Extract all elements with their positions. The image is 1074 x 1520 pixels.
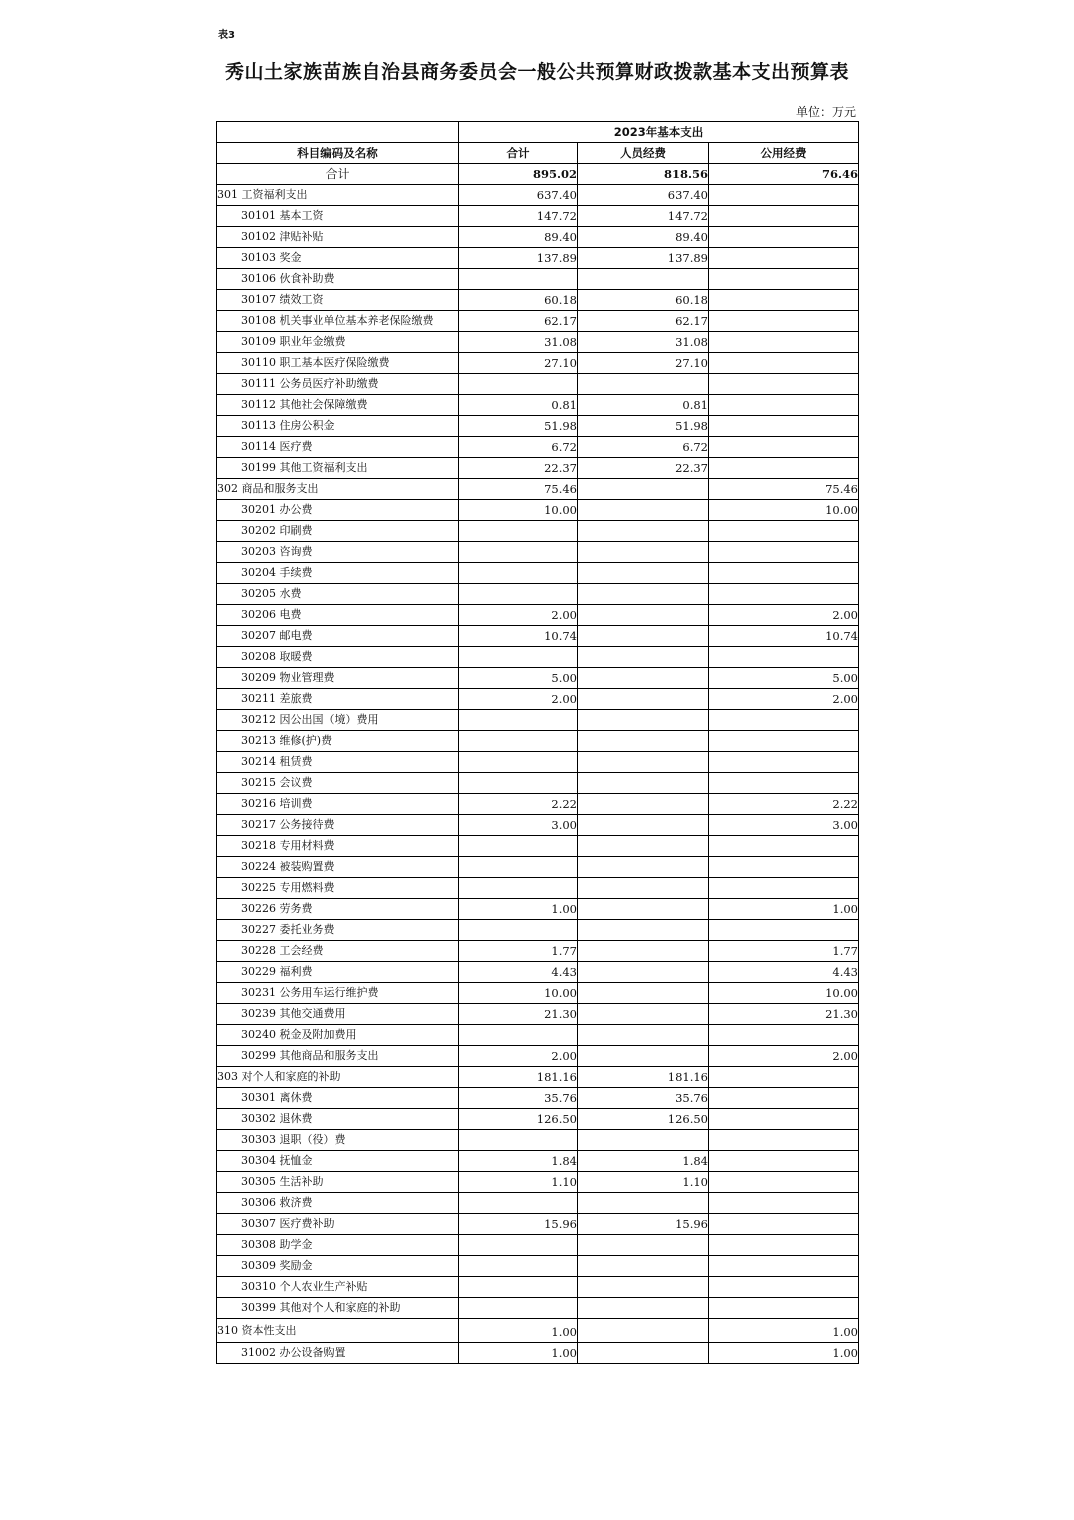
personnel-amount-cell: 27.10 <box>578 353 709 374</box>
subject-name-cell: 30103 奖金 <box>217 248 459 269</box>
public-amount-cell <box>709 311 859 332</box>
public-amount-cell <box>709 542 859 563</box>
public-amount-cell: 2.22 <box>709 794 859 815</box>
personnel-amount-cell <box>578 269 709 290</box>
subject-name-cell: 303 对个人和家庭的补助 <box>217 1067 459 1088</box>
personnel-amount-cell <box>578 1319 709 1343</box>
public-amount-cell <box>709 1214 859 1235</box>
subject-name-cell: 30308 助学金 <box>217 1235 459 1256</box>
public-amount-cell <box>709 773 859 794</box>
header-group-cell: 2023年基本支出 <box>459 122 859 143</box>
subject-name-cell: 30199 其他工资福利支出 <box>217 458 459 479</box>
table-row <box>217 1067 859 1088</box>
total-amount-cell <box>459 1298 578 1319</box>
header-row-columns <box>217 143 859 164</box>
table-row <box>217 500 859 521</box>
personnel-amount-cell <box>578 941 709 962</box>
budget-table <box>216 121 859 1364</box>
total-amount-cell <box>459 710 578 731</box>
total-amount-cell: 60.18 <box>459 290 578 311</box>
table-row <box>217 1298 859 1319</box>
personnel-amount-cell <box>578 500 709 521</box>
subject-name-cell: 30306 救济费 <box>217 1193 459 1214</box>
subject-name-cell: 30112 其他社会保障缴费 <box>217 395 459 416</box>
public-amount-cell <box>709 206 859 227</box>
total-amount-cell: 21.30 <box>459 1004 578 1025</box>
total-amount-cell: 10.74 <box>459 626 578 647</box>
subject-name-cell: 30217 公务接待费 <box>217 815 459 836</box>
total-amount-cell: 10.00 <box>459 983 578 1004</box>
total-amount-cell: 3.00 <box>459 815 578 836</box>
personnel-amount-cell <box>578 920 709 941</box>
budget-table-body <box>217 164 859 1364</box>
public-amount-cell <box>709 1235 859 1256</box>
personnel-amount-cell: 126.50 <box>578 1109 709 1130</box>
total-amount-cell: 2.00 <box>459 689 578 710</box>
public-amount-cell: 1.00 <box>709 1343 859 1364</box>
table-row <box>217 542 859 563</box>
total-amount-cell <box>459 1277 578 1298</box>
public-amount-cell <box>709 1151 859 1172</box>
public-amount-cell <box>709 416 859 437</box>
public-amount-cell <box>709 1277 859 1298</box>
subject-name-cell: 30213 维修(护)费 <box>217 731 459 752</box>
personnel-amount-cell <box>578 542 709 563</box>
subject-name-cell: 302 商品和服务支出 <box>217 479 459 500</box>
total-amount-cell: 4.43 <box>459 962 578 983</box>
total-amount-cell: 2.22 <box>459 794 578 815</box>
public-amount-cell: 10.74 <box>709 626 859 647</box>
table-row <box>217 458 859 479</box>
table-row <box>217 1109 859 1130</box>
public-amount-cell: 4.43 <box>709 962 859 983</box>
total-amount-cell <box>459 857 578 878</box>
table-row <box>217 899 859 920</box>
table-row <box>217 437 859 458</box>
personnel-amount-cell <box>578 857 709 878</box>
subject-name-cell: 30107 绩效工资 <box>217 290 459 311</box>
public-amount-cell: 10.00 <box>709 983 859 1004</box>
table-row <box>217 521 859 542</box>
public-amount-cell <box>709 395 859 416</box>
total-amount-cell: 1.00 <box>459 899 578 920</box>
table-row <box>217 227 859 248</box>
total-amount-cell: 1.00 <box>459 1343 578 1364</box>
subject-name-cell: 30205 水费 <box>217 584 459 605</box>
table-row <box>217 962 859 983</box>
public-amount-cell <box>709 185 859 206</box>
subject-name-cell: 30108 机关事业单位基本养老保险缴费 <box>217 311 459 332</box>
total-amount-cell: 1.10 <box>459 1172 578 1193</box>
table-row <box>217 290 859 311</box>
personnel-amount-cell: 6.72 <box>578 437 709 458</box>
personnel-amount-cell: 1.10 <box>578 1172 709 1193</box>
subject-name-cell: 30216 培训费 <box>217 794 459 815</box>
personnel-amount-cell <box>578 521 709 542</box>
table-row <box>217 1256 859 1277</box>
personnel-amount-cell <box>578 731 709 752</box>
subject-name-cell: 30307 医疗费补助 <box>217 1214 459 1235</box>
public-amount-cell <box>709 857 859 878</box>
document-title: 秀山土家族苗族自治县商务委员会一般公共预算财政拨款基本支出预算表 <box>224 61 849 83</box>
subject-name-cell: 30208 取暖费 <box>217 647 459 668</box>
total-amount-cell: 2.00 <box>459 605 578 626</box>
subject-name-cell: 310 资本性支出 <box>217 1319 459 1343</box>
public-amount-cell: 3.00 <box>709 815 859 836</box>
personnel-amount-cell <box>578 626 709 647</box>
public-amount-cell <box>709 1109 859 1130</box>
personnel-amount-cell <box>578 752 709 773</box>
public-amount-cell: 21.30 <box>709 1004 859 1025</box>
public-amount-cell <box>709 731 859 752</box>
total-amount-cell <box>459 920 578 941</box>
total-amount-cell: 62.17 <box>459 311 578 332</box>
table-row <box>217 857 859 878</box>
total-amount-cell: 0.81 <box>459 395 578 416</box>
total-amount-cell: 1.77 <box>459 941 578 962</box>
table-row <box>217 1088 859 1109</box>
header-name-cell: 科目编码及名称 <box>217 143 459 164</box>
public-amount-cell <box>709 878 859 899</box>
public-amount-cell <box>709 647 859 668</box>
subject-name-cell: 30309 奖励金 <box>217 1256 459 1277</box>
personnel-amount-cell <box>578 815 709 836</box>
subject-name-cell: 30203 咨询费 <box>217 542 459 563</box>
total-amount-cell <box>459 1256 578 1277</box>
personnel-amount-cell <box>578 794 709 815</box>
personnel-amount-cell <box>578 584 709 605</box>
total-amount-cell: 75.46 <box>459 479 578 500</box>
subject-name-cell: 30106 伙食补助费 <box>217 269 459 290</box>
total-amount-cell: 10.00 <box>459 500 578 521</box>
table-row <box>217 605 859 626</box>
personnel-amount-cell <box>578 605 709 626</box>
personnel-amount-cell: 35.76 <box>578 1088 709 1109</box>
subject-name-cell: 30228 工会经费 <box>217 941 459 962</box>
subject-name-cell: 31002 办公设备购置 <box>217 1343 459 1364</box>
table-row <box>217 668 859 689</box>
public-amount-cell: 5.00 <box>709 668 859 689</box>
public-amount-cell <box>709 332 859 353</box>
subject-name-cell: 30201 办公费 <box>217 500 459 521</box>
table-row <box>217 1025 859 1046</box>
table-row <box>217 563 859 584</box>
total-amount-cell <box>459 374 578 395</box>
personnel-amount-cell <box>578 479 709 500</box>
personnel-amount-cell: 62.17 <box>578 311 709 332</box>
subject-name-cell: 30231 公务用车运行维护费 <box>217 983 459 1004</box>
table-row <box>217 689 859 710</box>
public-amount-cell <box>709 248 859 269</box>
public-amount-cell <box>709 1256 859 1277</box>
personnel-amount-cell <box>578 962 709 983</box>
total-amount-cell: 2.00 <box>459 1046 578 1067</box>
total-amount-cell: 51.98 <box>459 416 578 437</box>
subject-name-cell: 30239 其他交通费用 <box>217 1004 459 1025</box>
public-amount-cell <box>709 920 859 941</box>
total-amount-cell <box>459 836 578 857</box>
table-row <box>217 584 859 605</box>
total-amount-cell: 35.76 <box>459 1088 578 1109</box>
public-amount-cell: 2.00 <box>709 1046 859 1067</box>
table-row <box>217 1172 859 1193</box>
personnel-amount-cell: 60.18 <box>578 290 709 311</box>
table-row <box>217 248 859 269</box>
subject-name-cell: 30206 电费 <box>217 605 459 626</box>
subject-name-cell: 30212 因公出国（境）费用 <box>217 710 459 731</box>
total-amount-cell: 15.96 <box>459 1214 578 1235</box>
personnel-amount-cell <box>578 374 709 395</box>
public-amount-cell <box>709 458 859 479</box>
subject-name-cell: 30102 津贴补贴 <box>217 227 459 248</box>
subject-name-cell: 30113 住房公积金 <box>217 416 459 437</box>
table-row <box>217 1319 859 1343</box>
personnel-amount-cell: 22.37 <box>578 458 709 479</box>
total-amount-cell: 1.84 <box>459 1151 578 1172</box>
public-amount-cell <box>709 563 859 584</box>
public-amount-cell: 10.00 <box>709 500 859 521</box>
subject-name-cell: 30227 委托业务费 <box>217 920 459 941</box>
subject-name-cell: 30218 专用材料费 <box>217 836 459 857</box>
total-amount-cell: 5.00 <box>459 668 578 689</box>
total-amount-cell <box>459 647 578 668</box>
personnel-amount-cell <box>578 1256 709 1277</box>
table-row <box>217 773 859 794</box>
personnel-amount-cell: 89.40 <box>578 227 709 248</box>
table-row <box>217 395 859 416</box>
table-row <box>217 920 859 941</box>
header-total-cell: 合计 <box>459 143 578 164</box>
total-amount-cell <box>459 542 578 563</box>
personnel-amount-cell <box>578 836 709 857</box>
total-amount-cell: 89.40 <box>459 227 578 248</box>
personnel-amount-cell: 15.96 <box>578 1214 709 1235</box>
table-row <box>217 941 859 962</box>
table-number-label: 表3 <box>218 30 235 41</box>
total-amount-cell: 22.37 <box>459 458 578 479</box>
subject-name-cell: 30114 医疗费 <box>217 437 459 458</box>
total-amount-cell: 147.72 <box>459 206 578 227</box>
public-amount-cell: 1.77 <box>709 941 859 962</box>
personnel-amount-cell <box>578 899 709 920</box>
public-amount-cell: 2.00 <box>709 605 859 626</box>
total-amount-cell <box>459 521 578 542</box>
personnel-amount-cell: 637.40 <box>578 185 709 206</box>
public-amount-cell <box>709 521 859 542</box>
table-row <box>217 1151 859 1172</box>
table-row <box>217 794 859 815</box>
total-amount-cell: 637.40 <box>459 185 578 206</box>
total-amount-cell <box>459 584 578 605</box>
table-row <box>217 332 859 353</box>
total-amount-cell <box>459 563 578 584</box>
subject-name-cell: 30229 福利费 <box>217 962 459 983</box>
table-row <box>217 983 859 1004</box>
total-amount-cell: 126.50 <box>459 1109 578 1130</box>
total-amount-cell <box>459 269 578 290</box>
table-row <box>217 374 859 395</box>
subject-name-cell: 30225 专用燃料费 <box>217 878 459 899</box>
subject-name-cell: 30304 抚恤金 <box>217 1151 459 1172</box>
total-amount-cell: 1.00 <box>459 1319 578 1343</box>
personnel-amount-cell <box>578 1343 709 1364</box>
personnel-amount-cell <box>578 773 709 794</box>
subject-name-cell: 30211 差旅费 <box>217 689 459 710</box>
table-row <box>217 626 859 647</box>
subject-name-cell: 30204 手续费 <box>217 563 459 584</box>
public-amount-cell <box>709 269 859 290</box>
table-row <box>217 1046 859 1067</box>
public-amount-cell: 1.00 <box>709 899 859 920</box>
total-amount-cell <box>459 1025 578 1046</box>
subject-name-cell: 30110 职工基本医疗保险缴费 <box>217 353 459 374</box>
personnel-amount-cell <box>578 1025 709 1046</box>
table-row <box>217 185 859 206</box>
public-amount-cell <box>709 1067 859 1088</box>
table-row <box>217 353 859 374</box>
personnel-amount-cell <box>578 983 709 1004</box>
public-amount-cell <box>709 1088 859 1109</box>
table-row <box>217 311 859 332</box>
header-blank-cell <box>217 122 459 143</box>
public-amount-cell <box>709 353 859 374</box>
total-amount-cell <box>459 878 578 899</box>
subject-name-cell: 30111 公务员医疗补助缴费 <box>217 374 459 395</box>
personnel-amount-cell <box>578 647 709 668</box>
subject-name-cell: 30299 其他商品和服务支出 <box>217 1046 459 1067</box>
total-amount-cell: 895.02 <box>459 164 578 185</box>
public-amount-cell <box>709 227 859 248</box>
subject-name-cell: 30207 邮电费 <box>217 626 459 647</box>
total-amount-cell: 27.10 <box>459 353 578 374</box>
personnel-amount-cell: 0.81 <box>578 395 709 416</box>
table-row <box>217 1235 859 1256</box>
table-row <box>217 1214 859 1235</box>
subject-name-cell: 30109 职业年金缴费 <box>217 332 459 353</box>
public-amount-cell <box>709 1193 859 1214</box>
personnel-amount-cell <box>578 689 709 710</box>
public-amount-cell <box>709 374 859 395</box>
total-amount-cell <box>459 1130 578 1151</box>
table-row <box>217 647 859 668</box>
total-amount-cell <box>459 773 578 794</box>
personnel-amount-cell <box>578 1046 709 1067</box>
table-row <box>217 206 859 227</box>
subject-name-cell: 30214 租赁费 <box>217 752 459 773</box>
total-amount-cell: 137.89 <box>459 248 578 269</box>
public-amount-cell <box>709 584 859 605</box>
total-row <box>217 164 859 185</box>
personnel-amount-cell <box>578 1277 709 1298</box>
subject-name-cell: 301 工资福利支出 <box>217 185 459 206</box>
table-row <box>217 815 859 836</box>
total-amount-cell <box>459 1193 578 1214</box>
table-row <box>217 1004 859 1025</box>
public-amount-cell <box>709 836 859 857</box>
subject-name-cell: 30399 其他对个人和家庭的补助 <box>217 1298 459 1319</box>
table-row <box>217 1343 859 1364</box>
total-amount-cell: 31.08 <box>459 332 578 353</box>
public-amount-cell <box>709 1130 859 1151</box>
public-amount-cell: 1.00 <box>709 1319 859 1343</box>
subject-name-cell: 30302 退休费 <box>217 1109 459 1130</box>
personnel-amount-cell: 51.98 <box>578 416 709 437</box>
personnel-amount-cell <box>578 1235 709 1256</box>
personnel-amount-cell: 181.16 <box>578 1067 709 1088</box>
subject-name-cell: 30209 物业管理费 <box>217 668 459 689</box>
personnel-amount-cell <box>578 563 709 584</box>
public-amount-cell <box>709 290 859 311</box>
personnel-amount-cell <box>578 1130 709 1151</box>
subject-name-cell: 30303 退职（役）费 <box>217 1130 459 1151</box>
subject-name-cell: 30240 税金及附加费用 <box>217 1025 459 1046</box>
subject-name-cell: 30101 基本工资 <box>217 206 459 227</box>
table-row <box>217 269 859 290</box>
table-row <box>217 752 859 773</box>
personnel-amount-cell <box>578 668 709 689</box>
total-amount-cell: 6.72 <box>459 437 578 458</box>
table-row <box>217 836 859 857</box>
subject-name-cell: 30224 被装购置费 <box>217 857 459 878</box>
personnel-amount-cell <box>578 1193 709 1214</box>
subject-name-cell: 30226 劳务费 <box>217 899 459 920</box>
public-amount-cell: 75.46 <box>709 479 859 500</box>
public-amount-cell: 76.46 <box>709 164 859 185</box>
table-row <box>217 416 859 437</box>
public-amount-cell <box>709 710 859 731</box>
personnel-amount-cell: 1.84 <box>578 1151 709 1172</box>
subject-name-cell: 30310 个人农业生产补贴 <box>217 1277 459 1298</box>
personnel-amount-cell: 818.56 <box>578 164 709 185</box>
table-row <box>217 479 859 500</box>
total-amount-cell <box>459 752 578 773</box>
header-row-group <box>217 122 859 143</box>
table-row <box>217 1130 859 1151</box>
subject-name-cell: 合计 <box>217 164 459 185</box>
table-row <box>217 710 859 731</box>
public-amount-cell <box>709 437 859 458</box>
personnel-amount-cell: 147.72 <box>578 206 709 227</box>
personnel-amount-cell <box>578 710 709 731</box>
personnel-amount-cell: 31.08 <box>578 332 709 353</box>
personnel-amount-cell: 137.89 <box>578 248 709 269</box>
table-row <box>217 878 859 899</box>
unit-label: 单位：万元 <box>795 105 856 119</box>
total-amount-cell <box>459 1235 578 1256</box>
public-amount-cell <box>709 1025 859 1046</box>
subject-name-cell: 30305 生活补助 <box>217 1172 459 1193</box>
personnel-amount-cell <box>578 878 709 899</box>
subject-name-cell: 30215 会议费 <box>217 773 459 794</box>
table-row <box>217 1277 859 1298</box>
header-public-cell: 公用经费 <box>709 143 859 164</box>
personnel-amount-cell <box>578 1004 709 1025</box>
subject-name-cell: 30301 离休费 <box>217 1088 459 1109</box>
public-amount-cell <box>709 752 859 773</box>
total-amount-cell: 181.16 <box>459 1067 578 1088</box>
table-row <box>217 1193 859 1214</box>
public-amount-cell <box>709 1298 859 1319</box>
public-amount-cell: 2.00 <box>709 689 859 710</box>
table-row <box>217 731 859 752</box>
total-amount-cell <box>459 731 578 752</box>
public-amount-cell <box>709 1172 859 1193</box>
personnel-amount-cell <box>578 1298 709 1319</box>
subject-name-cell: 30202 印刷费 <box>217 521 459 542</box>
header-personnel-cell: 人员经费 <box>578 143 709 164</box>
